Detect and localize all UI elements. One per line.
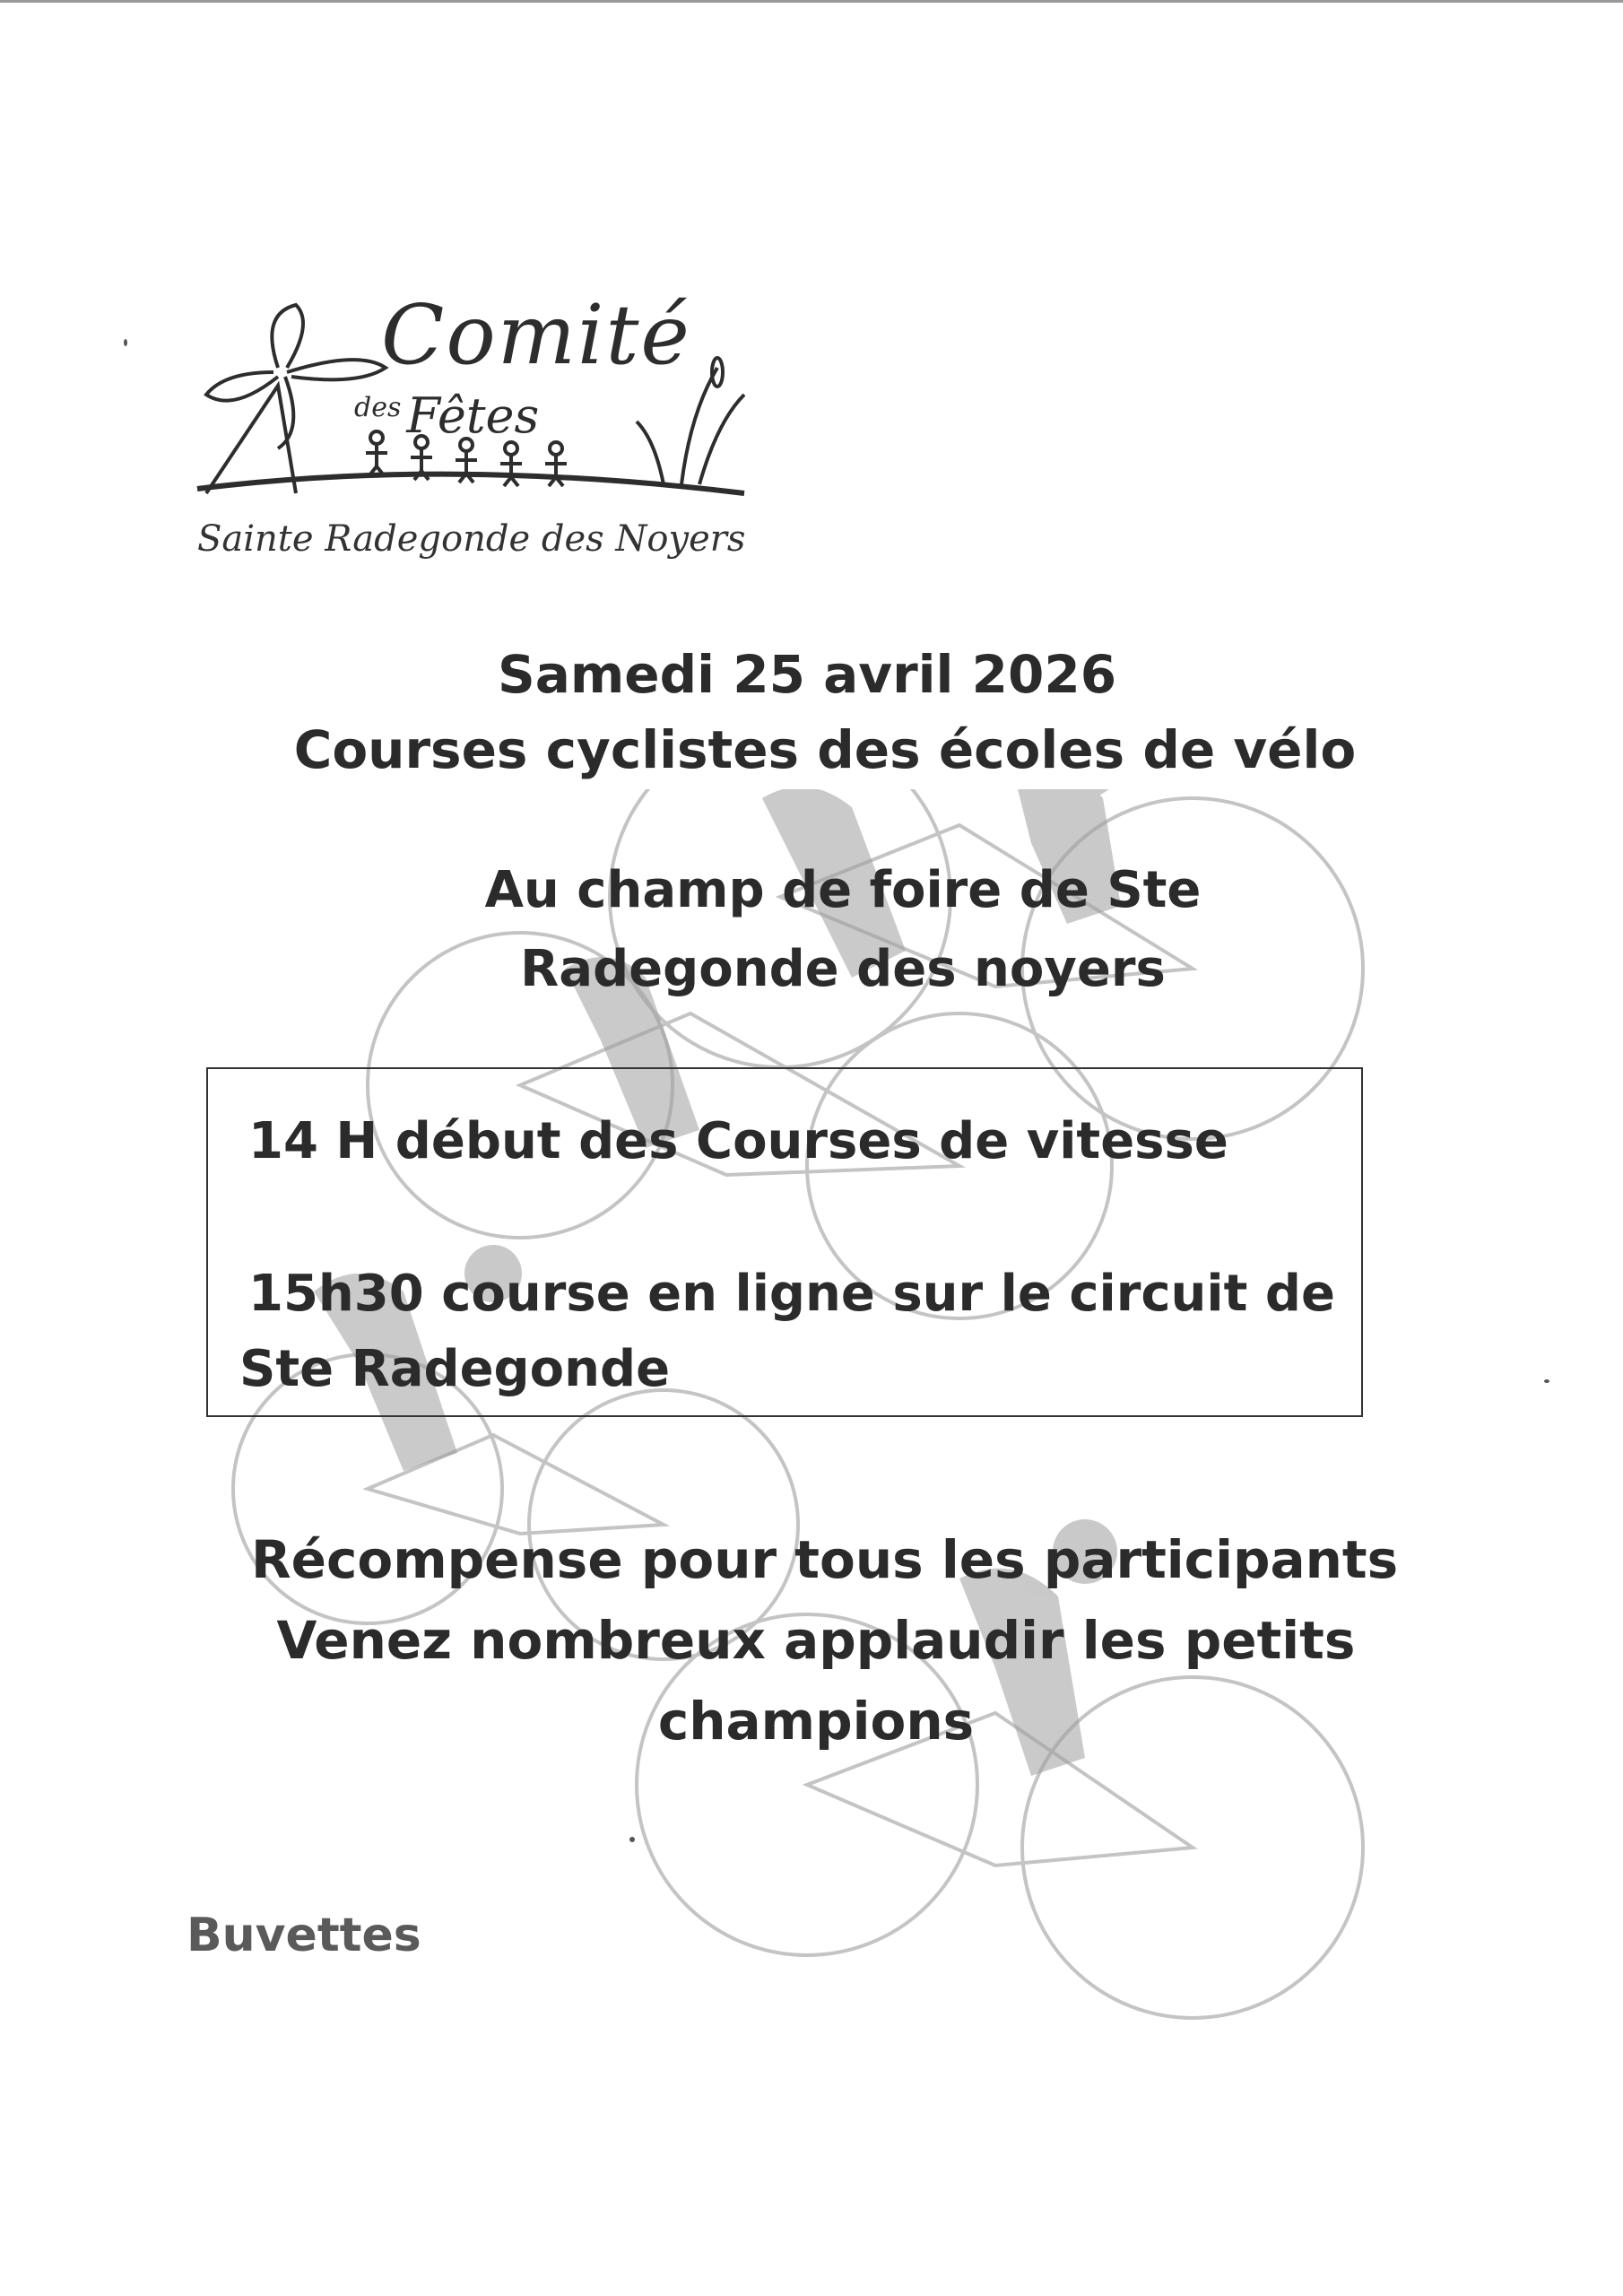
scan-speck (124, 339, 127, 346)
rewards-line3: champions (657, 1691, 975, 1752)
person-5 (545, 455, 567, 486)
person-3 (456, 451, 477, 483)
petal-2 (287, 360, 386, 379)
event-title: Courses cyclistes des écoles de vélo (293, 719, 1357, 780)
logo-subtitle-small: des (354, 392, 402, 423)
rewards-line1: Récompense pour tous les participants (251, 1529, 1399, 1590)
scan-speck (629, 1837, 635, 1842)
rewards-line2: Venez nombreux applaudir les petits (276, 1610, 1356, 1671)
schedule-box (206, 1067, 1363, 1417)
buvettes-label: Buvettes (187, 1909, 421, 1962)
petal-3 (206, 372, 278, 401)
event-date: Samedi 25 avril 2026 (497, 644, 1117, 705)
person-4 (500, 455, 522, 486)
logo-title: Comité (381, 287, 691, 383)
logo-tagline: Sainte Radegonde des Noyers (197, 518, 746, 560)
head-4 (505, 442, 517, 455)
comite-des-fetes-logo (179, 287, 753, 583)
schedule-item-road-race-line2: Ste Radegonde (239, 1340, 671, 1398)
event-location-line2: Radegonde des noyers (520, 940, 1166, 998)
reed-3 (637, 422, 664, 484)
logo-subtitle (354, 387, 539, 444)
reed-1 (681, 368, 717, 484)
schedule-item-speed-races: 14 H début des Courses de vitesse (248, 1112, 1228, 1170)
person-1 (366, 444, 387, 475)
head-5 (550, 442, 562, 455)
schedule-item-road-race-line1: 15h30 course en ligne sur le circuit de (248, 1265, 1335, 1323)
scan-edge-line (0, 0, 1623, 3)
scan-speck (1544, 1379, 1549, 1383)
reed-head (712, 358, 723, 387)
petal-1 (272, 305, 303, 368)
reed-2 (699, 395, 744, 484)
event-location-line1: Au champ de foire de Ste (484, 861, 1202, 919)
logo-subtitle-main: Fêtes (406, 387, 540, 444)
